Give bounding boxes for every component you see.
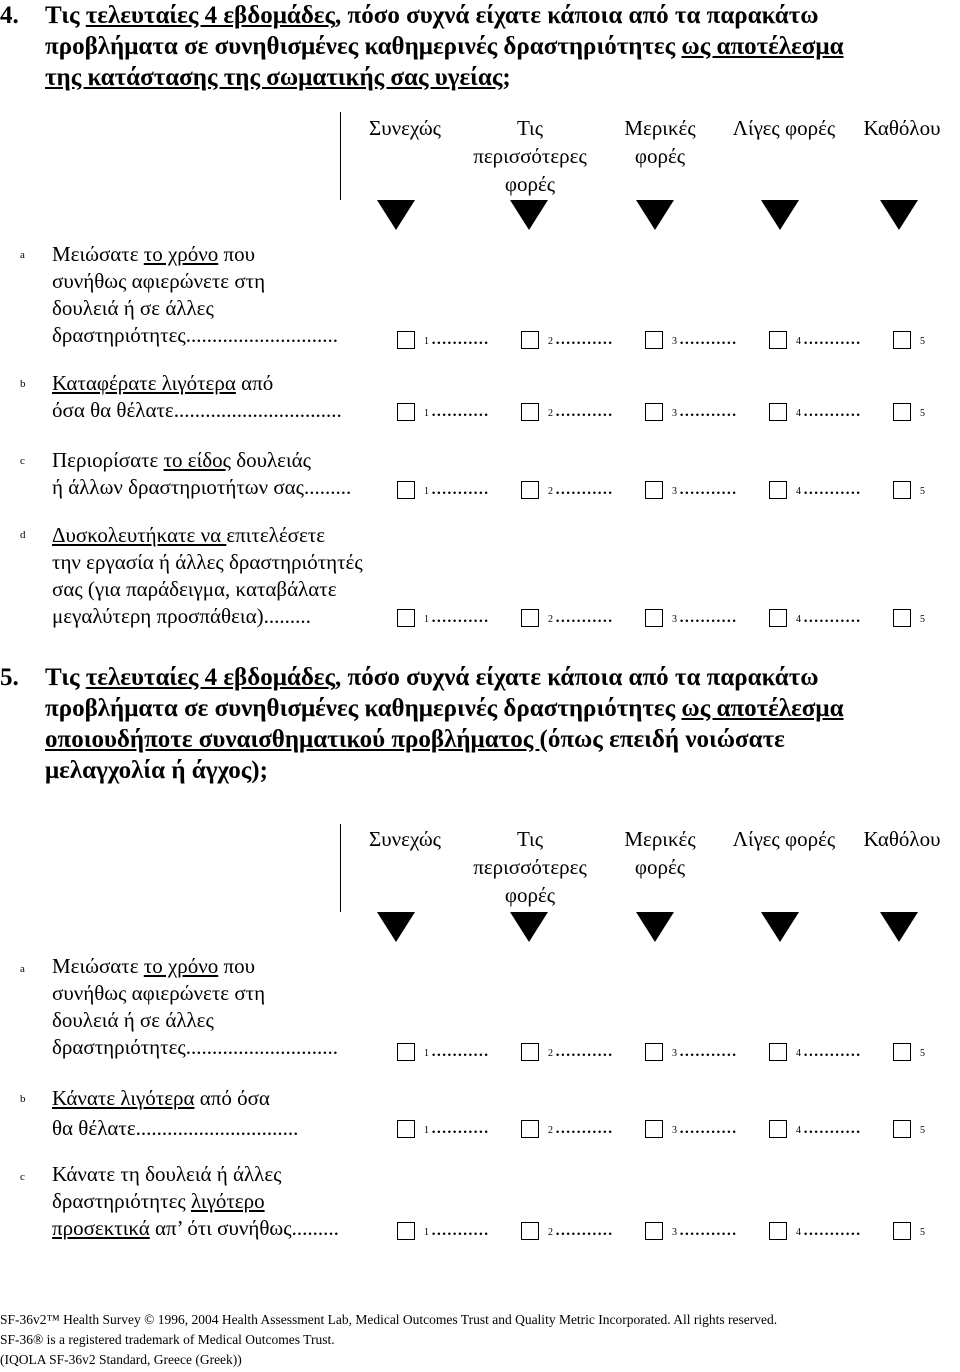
response-code: 3	[672, 1048, 677, 1059]
leader-dots: ...........	[431, 475, 489, 499]
response-code: 4	[796, 614, 801, 625]
response-code: 2	[548, 1048, 553, 1059]
response-code: 4	[796, 336, 801, 347]
response-code: 5	[920, 1125, 925, 1136]
response-code: 2	[548, 1125, 553, 1136]
response-checkbox[interactable]	[645, 609, 663, 627]
leader-dots: ...........	[803, 397, 861, 421]
leader-dots: ...........	[679, 325, 737, 349]
q5-item-c-text: Κάνατε τη δουλειά ή άλλες δραστηριότητες λιγότερο προσεκτικά απ’ ότι συνήθως.........	[52, 1162, 339, 1240]
response-code: 1	[424, 614, 429, 625]
response-checkbox[interactable]	[645, 481, 663, 499]
response-code: 4	[796, 486, 801, 497]
response-checkbox[interactable]	[893, 403, 911, 421]
response-code: 5	[920, 336, 925, 347]
item-letter: a	[20, 963, 25, 975]
q5-item-a-text: Μειώσατε το χρόνο που συνήθως αφιερώνετε στη δουλειά ή σε άλλες δραστηριότητες.............................	[52, 954, 338, 1059]
arrow-down-icon	[377, 200, 415, 230]
leader-dots: ...........	[431, 603, 489, 627]
leader-dots: ...........	[803, 1037, 861, 1061]
arrow-down-icon	[510, 912, 548, 942]
response-checkbox[interactable]	[397, 609, 415, 627]
arrow-down-icon	[761, 912, 799, 942]
leader-dots: ...........	[555, 1114, 613, 1138]
leader-dots: ...........	[803, 603, 861, 627]
response-checkbox[interactable]	[893, 1222, 911, 1240]
leader-dots: ...........	[679, 603, 737, 627]
response-checkbox[interactable]	[397, 331, 415, 349]
response-code: 1	[424, 1125, 429, 1136]
response-checkbox[interactable]	[645, 1043, 663, 1061]
leader-dots: ...........	[803, 1216, 861, 1240]
response-code: 1	[424, 1048, 429, 1059]
response-checkbox[interactable]	[645, 1120, 663, 1138]
response-code: 5	[920, 408, 925, 419]
response-code: 2	[548, 486, 553, 497]
response-code: 4	[796, 1227, 801, 1238]
response-checkbox[interactable]	[521, 1222, 539, 1240]
leader-dots: ...........	[431, 325, 489, 349]
header-never: Καθόλου	[863, 827, 941, 851]
leader-dots: ...........	[431, 1114, 489, 1138]
response-checkbox[interactable]	[521, 331, 539, 349]
arrow-down-icon	[510, 200, 548, 230]
q5-item-b-text: Κάνατε λιγότερα από όσα θα θέλατε...............................	[52, 1086, 299, 1140]
response-checkbox[interactable]	[645, 331, 663, 349]
response-checkbox[interactable]	[397, 1120, 415, 1138]
header-divider	[340, 824, 341, 912]
response-code: 2	[548, 408, 553, 419]
response-code: 5	[920, 614, 925, 625]
response-checkbox[interactable]	[397, 1222, 415, 1240]
q4-item-d-text: Δυσκολευτήκατε να επιτελέσετε την εργασία ή άλλες δραστηριότητές σας (για παράδειγμα, καταβάλατε μεγαλύτερη προσπάθεια).........	[52, 523, 363, 628]
response-checkbox[interactable]	[521, 1043, 539, 1061]
footer-trademark: SF-36® is a registered trademark of Medical Outcomes Trust.	[0, 1332, 335, 1347]
response-code: 1	[424, 1227, 429, 1238]
arrow-down-icon	[880, 200, 918, 230]
response-checkbox[interactable]	[769, 331, 787, 349]
header-always: Συνεχώς	[369, 116, 441, 140]
arrow-down-icon	[377, 912, 415, 942]
item-letter: b	[20, 1093, 26, 1105]
q4-item-a-text: Μειώσατε το χρόνο που συνήθως αφιερώνετε στη δουλειά ή σε άλλες δραστηριότητες.............................	[52, 242, 338, 347]
response-checkbox[interactable]	[645, 1222, 663, 1240]
response-checkbox[interactable]	[397, 481, 415, 499]
response-code: 4	[796, 408, 801, 419]
leader-dots: ...........	[679, 397, 737, 421]
header-never: Καθόλου	[863, 116, 941, 140]
response-checkbox[interactable]	[893, 1043, 911, 1061]
leader-dots: ...........	[555, 475, 613, 499]
response-checkbox[interactable]	[769, 609, 787, 627]
response-code: 4	[796, 1125, 801, 1136]
response-checkbox[interactable]	[521, 1120, 539, 1138]
response-code: 2	[548, 1227, 553, 1238]
leader-dots: ...........	[679, 1216, 737, 1240]
arrow-down-icon	[636, 200, 674, 230]
response-code: 3	[672, 1125, 677, 1136]
leader-dots: ...........	[555, 397, 613, 421]
header-few-times: Λίγες φορές	[732, 827, 836, 851]
response-code: 1	[424, 336, 429, 347]
response-code: 5	[920, 1048, 925, 1059]
question-5-title: 5. Τις τελευταίες 4 εβδομάδες, πόσο συχνά είχατε κάποια από τα παρακάτω προβλήματα σε συνηθισμένες καθημερινές δραστηριότητες ως αποτέλεσμα οποιουδήποτε συναισθηματικού προβλήματος (όπως επειδή νοιώσατε μελαγχολία ή άγχος);	[0, 664, 844, 784]
response-code: 2	[548, 614, 553, 625]
header-some-times: Μερικές φορές	[624, 827, 696, 879]
response-checkbox[interactable]	[521, 403, 539, 421]
leader-dots: ...........	[431, 397, 489, 421]
response-code: 5	[920, 1227, 925, 1238]
response-checkbox[interactable]	[521, 609, 539, 627]
arrow-down-icon	[636, 912, 674, 942]
leader-dots: ...........	[555, 325, 613, 349]
response-checkbox[interactable]	[893, 609, 911, 627]
leader-dots: ...........	[431, 1037, 489, 1061]
response-code: 5	[920, 486, 925, 497]
q4-item-b-text: Καταφέρατε λιγότερα από όσα θα θέλατε................................	[52, 371, 342, 422]
q4-item-c-text: Περιορίσατε το είδος δουλειάς ή άλλων δραστηριοτήτων σας.........	[52, 448, 352, 499]
leader-dots: ...........	[679, 475, 737, 499]
leader-dots: ...........	[803, 1114, 861, 1138]
question-4-title: 4. Τις τελευταίες 4 εβδομάδες, πόσο συχνά είχατε κάποια από τα παρακάτω προβλήματα σε συνηθισμένες καθημερινές δραστηριότητες ως αποτέλεσμα της κατάστασης της σωματικής σας υγείας;	[0, 2, 844, 91]
response-checkbox[interactable]	[397, 1043, 415, 1061]
response-checkbox[interactable]	[769, 1043, 787, 1061]
response-code: 1	[424, 408, 429, 419]
response-code: 3	[672, 408, 677, 419]
leader-dots: ...........	[679, 1037, 737, 1061]
leader-dots: ...........	[555, 1216, 613, 1240]
response-checkbox[interactable]	[769, 1120, 787, 1138]
header-some-times: Μερικές φορές	[624, 116, 696, 168]
item-letter: b	[20, 378, 26, 390]
response-checkbox[interactable]	[521, 481, 539, 499]
header-always: Συνεχώς	[369, 827, 441, 851]
response-checkbox[interactable]	[893, 331, 911, 349]
leader-dots: ...........	[555, 1037, 613, 1061]
item-letter: c	[20, 455, 25, 467]
response-code: 4	[796, 1048, 801, 1059]
footer-version: (IQOLA SF-36v2 Standard, Greece (Greek))	[0, 1352, 242, 1367]
response-code: 3	[672, 336, 677, 347]
response-code: 2	[548, 336, 553, 347]
leader-dots: ...........	[803, 325, 861, 349]
item-letter: d	[20, 529, 26, 541]
response-code: 3	[672, 1227, 677, 1238]
header-divider	[340, 112, 341, 200]
header-most-times: Τις περισσότερες φορές	[473, 827, 587, 907]
leader-dots: ...........	[555, 603, 613, 627]
response-code: 3	[672, 486, 677, 497]
response-checkbox[interactable]	[397, 403, 415, 421]
response-code: 1	[424, 486, 429, 497]
header-few-times: Λίγες φορές	[732, 116, 836, 140]
leader-dots: ...........	[431, 1216, 489, 1240]
item-letter: a	[20, 249, 25, 261]
leader-dots: ...........	[679, 1114, 737, 1138]
response-checkbox[interactable]	[645, 403, 663, 421]
response-checkbox[interactable]	[769, 403, 787, 421]
response-checkbox[interactable]	[893, 1120, 911, 1138]
arrow-down-icon	[880, 912, 918, 942]
header-most-times: Τις περισσότερες φορές	[473, 116, 587, 196]
footer-copyright: SF-36v2™ Health Survey © 1996, 2004 Health Assessment Lab, Medical Outcomes Trust and Quality Metric Incorporated. All rights reserved.	[0, 1312, 778, 1327]
arrow-down-icon	[761, 200, 799, 230]
leader-dots: ...........	[803, 475, 861, 499]
response-checkbox[interactable]	[769, 1222, 787, 1240]
response-checkbox[interactable]	[893, 481, 911, 499]
response-code: 3	[672, 614, 677, 625]
response-checkbox[interactable]	[769, 481, 787, 499]
item-letter: c	[20, 1171, 25, 1183]
